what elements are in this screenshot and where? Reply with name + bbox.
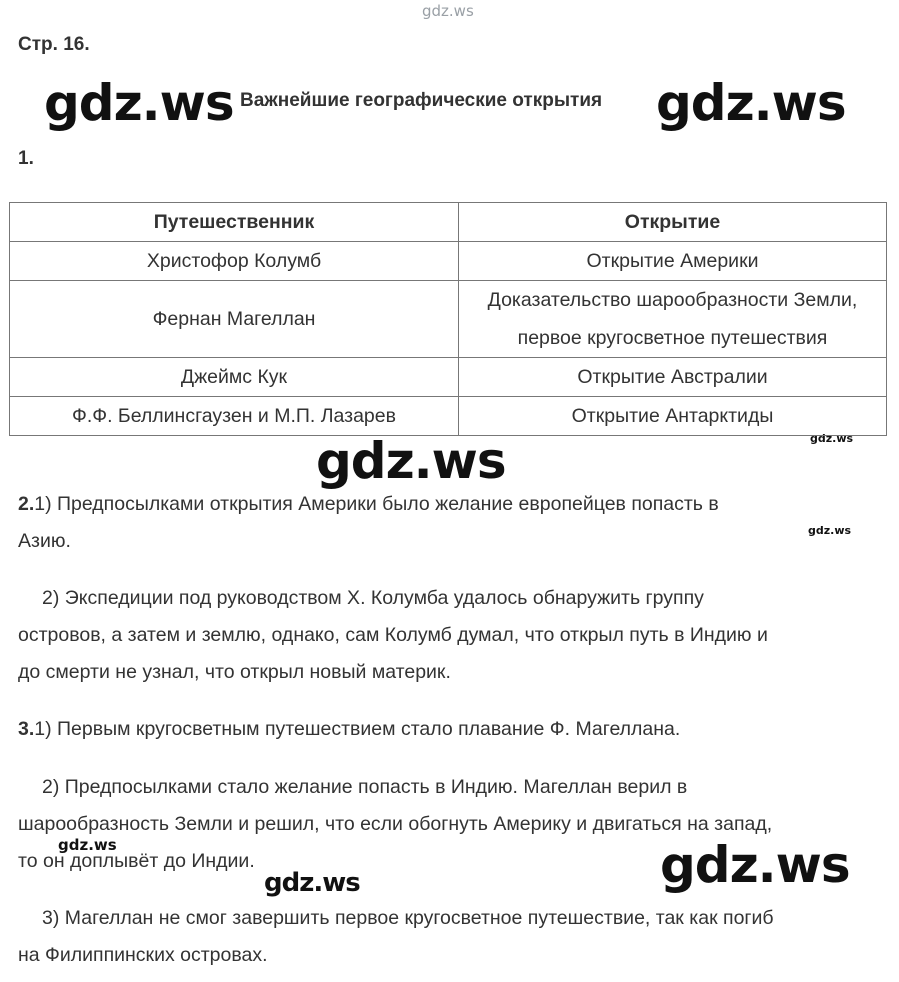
task3-paragraph-3 — [18, 900, 878, 974]
table-header-row — [10, 203, 887, 242]
task3-number: 3. — [18, 718, 35, 740]
text-line: 3) Магеллан не смог завершить первое кругосветное путешествие, так как погиб — [42, 907, 774, 929]
watermark-center: gdz.ws — [316, 432, 506, 490]
table-row — [10, 397, 887, 436]
discovery-line: первое кругосветное путешествия — [517, 327, 828, 349]
text-line — [18, 711, 878, 748]
text-line: на Филиппинских островах. — [18, 944, 268, 966]
text-line: Азию. — [18, 530, 71, 552]
table-cell-traveler: Ф.Ф. Беллинсгаузен и М.П. Лазарев — [10, 397, 459, 436]
watermark-bottom-small: gdz.ws — [58, 836, 117, 854]
text-line — [18, 486, 878, 523]
task2-paragraph-2 — [18, 580, 878, 691]
watermark-table-small: gdz.ws — [810, 432, 854, 445]
watermark-top: gdz.ws — [422, 2, 474, 20]
table-cell-discovery: Открытие Америки — [459, 242, 887, 281]
text-line: то он доплывёт до Индии. — [18, 850, 255, 872]
text-span: 1) Первым кругосветным путешествием стало плавание Ф. Магеллана. — [34, 718, 681, 740]
text-line: 2) Экспедиции под руководством Х. Колумба удалось обнаружить группу — [42, 587, 704, 609]
discovery-line: Доказательство шарообразности Земли, — [487, 289, 858, 311]
table-cell-discovery: Открытие Австралии — [459, 358, 887, 397]
table-header-traveler: Путешественник — [10, 203, 459, 242]
task1-number: 1. — [18, 148, 34, 169]
table-cell-discovery: Открытие Антарктиды — [459, 397, 887, 436]
table-cell-traveler: Христофор Колумб — [10, 242, 459, 281]
text-line: островов, а затем и землю, однако, сам Колумб думал, что открыл путь в Индию и — [18, 624, 768, 646]
text-line: шарообразность Земли и решил, что если обогнуть Америку и двигаться на запад, — [18, 813, 773, 835]
table-row — [10, 242, 887, 281]
watermark-bottom-mid: gdz.ws — [264, 868, 360, 898]
table-cell-discovery — [459, 281, 887, 358]
task2-paragraph-1 — [18, 486, 878, 560]
task3-paragraph-2 — [18, 769, 878, 880]
discoveries-table — [9, 202, 887, 436]
table-header-discovery: Открытие — [459, 203, 887, 242]
table-row — [10, 358, 887, 397]
watermark-para-tiny: gdz.ws — [808, 524, 852, 537]
page-label: Стр. 16. — [18, 34, 90, 55]
text-line: до смерти не узнал, что открыл новый материк. — [18, 661, 451, 683]
table-row — [10, 281, 887, 358]
watermark-left: gdz.ws — [44, 74, 234, 132]
table-cell-traveler: Фернан Магеллан — [10, 281, 459, 358]
task2-number: 2. — [18, 493, 35, 515]
task3-paragraph-1 — [18, 711, 878, 748]
watermark-bottom-right: gdz.ws — [660, 836, 850, 894]
text-span: 1) Предпосылками открытия Америки было желание европейцев попасть в — [34, 493, 719, 515]
table-cell-traveler: Джеймс Кук — [10, 358, 459, 397]
watermark-right: gdz.ws — [656, 74, 846, 132]
text-line: 2) Предпосылками стало желание попасть в Индию. Магеллан верил в — [42, 776, 688, 798]
page-title: Важнейшие географические открытия — [240, 90, 603, 111]
